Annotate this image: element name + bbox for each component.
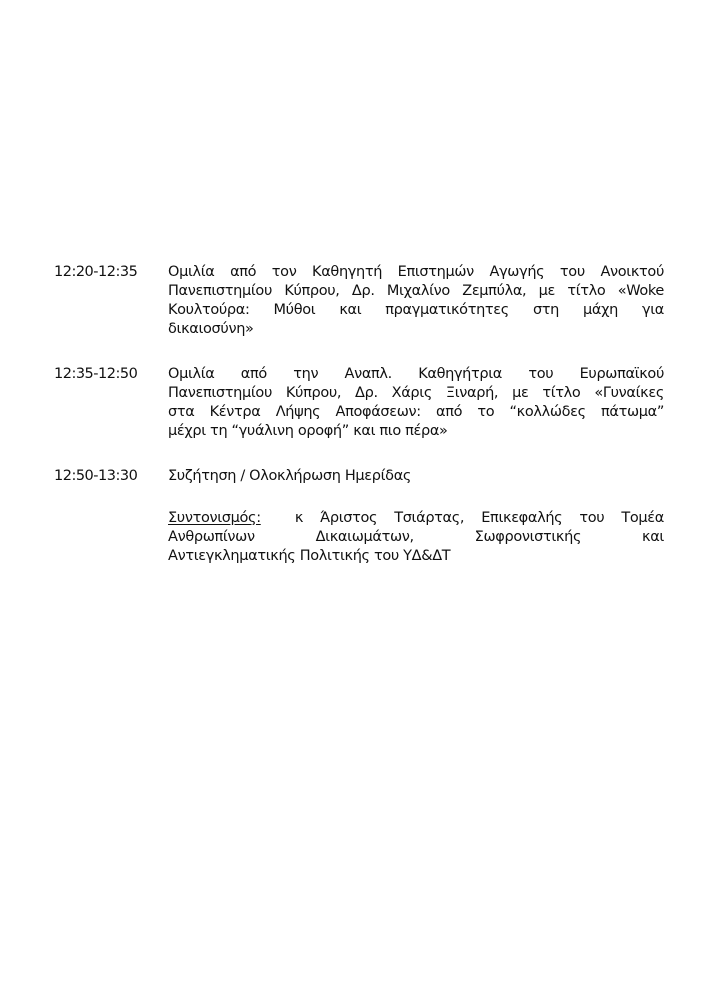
description-line: Κουλτούρα: Μύθοι και πραγματικότητες στη μάχη για xyxy=(168,302,664,318)
description-line: Ομιλία από τον Καθηγητή Επιστημών Αγωγής του Ανοικτού xyxy=(168,264,664,280)
agenda-item xyxy=(54,467,664,486)
moderation-line: Αντιεγκληματικής Πολιτικής του ΥΔ&ΔΤ xyxy=(168,548,451,564)
agenda-description xyxy=(168,365,664,441)
description-line: Πανεπιστημίου Κύπρου, Δρ. Χάρις Ξιναρή, με τίτλο «Γυναίκες xyxy=(168,385,664,401)
agenda-description xyxy=(168,467,664,486)
moderation-line xyxy=(168,509,664,528)
description-line: Συζήτηση / Ολοκλήρωση Ημερίδας xyxy=(168,468,412,484)
agenda-item xyxy=(54,263,664,339)
description-line: Πανεπιστημίου Κύπρου, Δρ. Μιχαλίνο Ζεμπύλα, με τίτλο «Woke xyxy=(168,283,664,299)
description-line: μέχρι τη “γυάλινη οροφή” και πιο πέρα» xyxy=(168,423,448,439)
moderation-text xyxy=(168,509,664,566)
description-line: Ομιλία από την Αναπλ. Καθηγήτρια του Ευρωπαϊκού xyxy=(168,366,664,382)
agenda-time: 12:35-12:50 xyxy=(54,366,138,382)
agenda-time: 12:20-12:35 xyxy=(54,264,138,280)
moderator-name: κ Άριστος Τσιάρτας, Επικεφαλής του Τομέα xyxy=(294,510,665,526)
description-line: στα Κέντρα Λήψης Αποφάσεων: από το “κολλώδες πάτωμα” xyxy=(168,404,664,420)
description-line: δικαιοσύνη» xyxy=(168,321,254,337)
agenda-time: 12:50-13:30 xyxy=(54,468,138,484)
agenda-item xyxy=(54,365,664,441)
agenda-description xyxy=(168,263,664,339)
moderation-label: Συντονισμός: xyxy=(168,510,261,526)
moderation-line: Ανθρωπίνων Δικαιωμάτων, Σωφρονιστικής και xyxy=(168,529,664,545)
moderation-block xyxy=(54,509,664,566)
